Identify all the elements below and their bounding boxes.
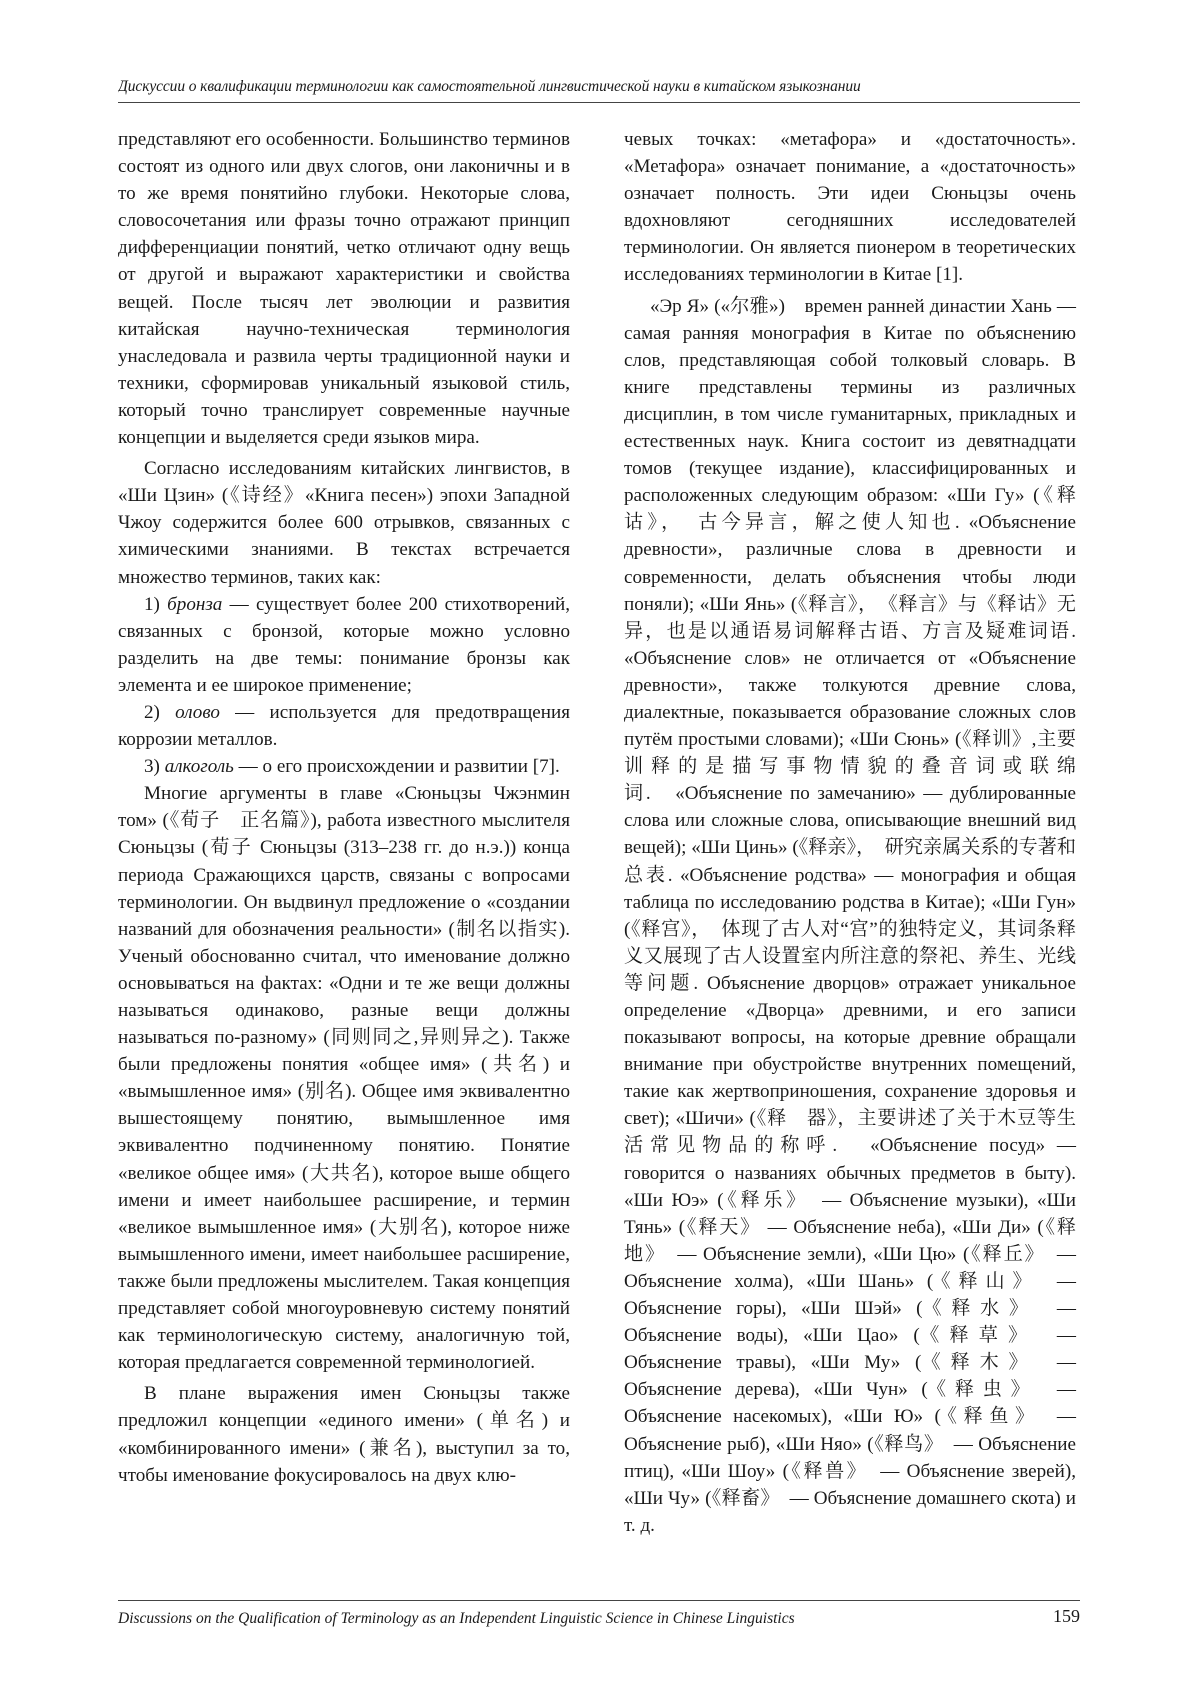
page-number: 159 [1053, 1606, 1080, 1626]
list-item-number: 1) [144, 593, 168, 615]
list-item-text: — о его происхождении и развитии [7]. [233, 756, 560, 778]
paragraph: представляют его особенности. Большинство терминов состоят из одного или двух слогов, они лаконичны и в то же время понятийно глубоки. Некоторые слова, словосочетания или фразы точно отражают принцип дифференциации понятий, четко отличают одну вещь от другой и выражают характеристики и свойства вещей. После тысяч лет эволюции и развития китайская научно-техническая терминология унаследовала и развила черты традиционной науки и техники, сформировав уникальный языковой стиль, который точно транслирует современные научные концепции и выделяется среди языков мира. [118, 129, 570, 449]
list-item-number: 3) [144, 756, 165, 778]
footer-title: Discussions on the Qualification of Terminology as an Independent Linguistic Science in Chinese Linguistics [118, 1610, 795, 1627]
paragraph: Согласно исследованиям китайских лингвистов, в «Ши Цзин» (《诗经》«Книга песен») эпохи Западной Чжоу содержится более 600 отрывков, связанных с химическими знаниями. В текстах встречается множество терминов, таких как: [118, 458, 570, 588]
right-column [624, 126, 1076, 1539]
list-item-text: — используется для предотвращения коррозии металлов. [118, 701, 570, 751]
paragraph: «Эр Я» («尔雅») времен ранней династии Хань — самая ранняя монография в Китае по объяснению слов, представляющая собой толковый словарь. В книге представлены термины из различных дисциплин, в том числе гуманитарных, прикладных и естественных наук. Книга состоит из девятнадцати томов (текущее издание), классифицированных и расположенных следующим образом: «Ши Гу» (《释诂》， 古今异言，解之使人知也. «Объяснение древности», различные слова в древности и современности, делать объяснения чтобы люди поняли); «Ши Янь» (《释言》， 《释言》与《释诂》无异，也是以通语易词解释古语、方言及疑难词语. «Объяснение слов» не отличается от «Объяснение древности», также толкуются древние слова, диалектные, показывается образование сложных слов путём простыми словами); «Ши Сюнь» (《释训》,主要训释的是描写事物情貌的叠音词或联绵词. «Объяснение по замечанию» — дублированные слова или сложные слова, описывающие внешний вид вещей); «Ши Цинь» (《释亲》， 研究亲属关系的专著和总表. «Объяснение родства» — монография и общая таблица по исследованию родства в Китае); «Ши Гун» (《释宫》， 体现了古人对“宫”的独特定义，其词条释义又展现了古人设置室内所注意的祭祀、养生、光线等问题. Объяснение дворцов» отражает уникальное определение «Дворца» древними, и его записи показывают вопросы, на которые древние обращали внимание при обустройстве внутренних помещений, такие как жертвоприношения, сохранение здоровья и свет); «Шичи» (《释 器》，主要讲述了关于木豆等生活常见物品的称呼. «Объяснение посуд» — говорится о названиях обычных предметов в быту). «Ши Юэ» (《释乐》 — Объяснение музыки), «Ши Тянь» (《释天》 — Объяснение неба), «Ши Ди» (《释地》 — Объяснение земли), «Ши Цю» (《释丘》 — Объяснение холма), «Ши Шань» (《释山》 — Объяснение горы), «Ши Шэй» (《释水》 — Объяснение воды), «Ши Цао» (《释草》 — Объяснение травы), «Ши Му» (《释木》 — Объяснение дерева), «Ши Чун» (《释虫》 — Объяснение насекомых), «Ши Ю» (《释鱼》 — Объяснение рыб), «Ши Няо» (《释鸟》 — Объяснение птиц), «Ши Шоу» (《释兽》 — Объяснение зверей), «Ши Чу» (《释畜》 — Объяснение домашнего скота) и т. д. [624, 295, 1076, 1536]
paragraph: чевых точках: «метафора» и «достаточность». «Метафора» означает понимание, а «достаточность» означает полность. Эти идеи Сюньцзы очень вдохновляют сегодняшних исследователей терминологии. Он является пионером в теоретических исследованиях терминологии в Китае [1]. [624, 129, 1076, 286]
paragraph: Многие аргументы в главе «Сюньцзы Чжэнмин том» (《荀子 正名篇》), работа известного мыслителя Сюньцзы (荀子 Сюньцзы (313–238 гг. до н.э.)) конца периода Сражающихся царств, связаны с вопросами терминологии. Он выдвинул предложение о «создании названий для обозначения реальности» (制名以指实). Ученый обоснованно считал, что именование должно основываться на фактах: «Одни и те же вещи должны называться одинаково, разные вещи должны называться по-разному» (同则同之,异则异之). Также были предложены понятия «общее имя» (共名) и «вымышленное имя» (别名). Общее имя эквивалентно вышестоящему понятию, вымышленное имя эквивалентно подчиненному понятию. Понятие «великое общее имя» (大共名), которое выше общего имени и имеет наибольшее расширение, и термин «великое вымышленное имя» (大别名), которое ниже вымышленного имени, имеет наибольшее расширение, также были предложены мыслителем. Такая концепция представляет собой многоуровневую систему понятий как терминологическую систему, аналогичную той, которая предлагается современной терминологией. [118, 783, 570, 1374]
paragraph: В плане выражения имен Сюньцзы также предложил концепции «единого имени» (单名) и «комбинированного имени» (兼名), выступил за то, чтобы именование фокусировалось на двух клю- [118, 1383, 570, 1486]
list-item [118, 753, 570, 780]
list-item-text: — существует более 200 стихотворений, связанных с бронзой, которые можно условно разделить на две темы: понимание бронзы как элемента и ее широкое применение; [118, 593, 570, 696]
list-item [118, 591, 570, 699]
list-item-number: 2) [144, 701, 176, 723]
list-item-term: алкоголь [164, 756, 234, 778]
list-item [118, 699, 570, 753]
running-header: Дискуссии о квалификации терминологии как самостоятельной лингвистической науки в китайском языкознании [118, 78, 1080, 103]
footer-rule [118, 1600, 1080, 1601]
left-column [118, 126, 570, 1489]
list-item-term: бронза [167, 593, 223, 615]
list-item-term: олово [175, 701, 220, 723]
